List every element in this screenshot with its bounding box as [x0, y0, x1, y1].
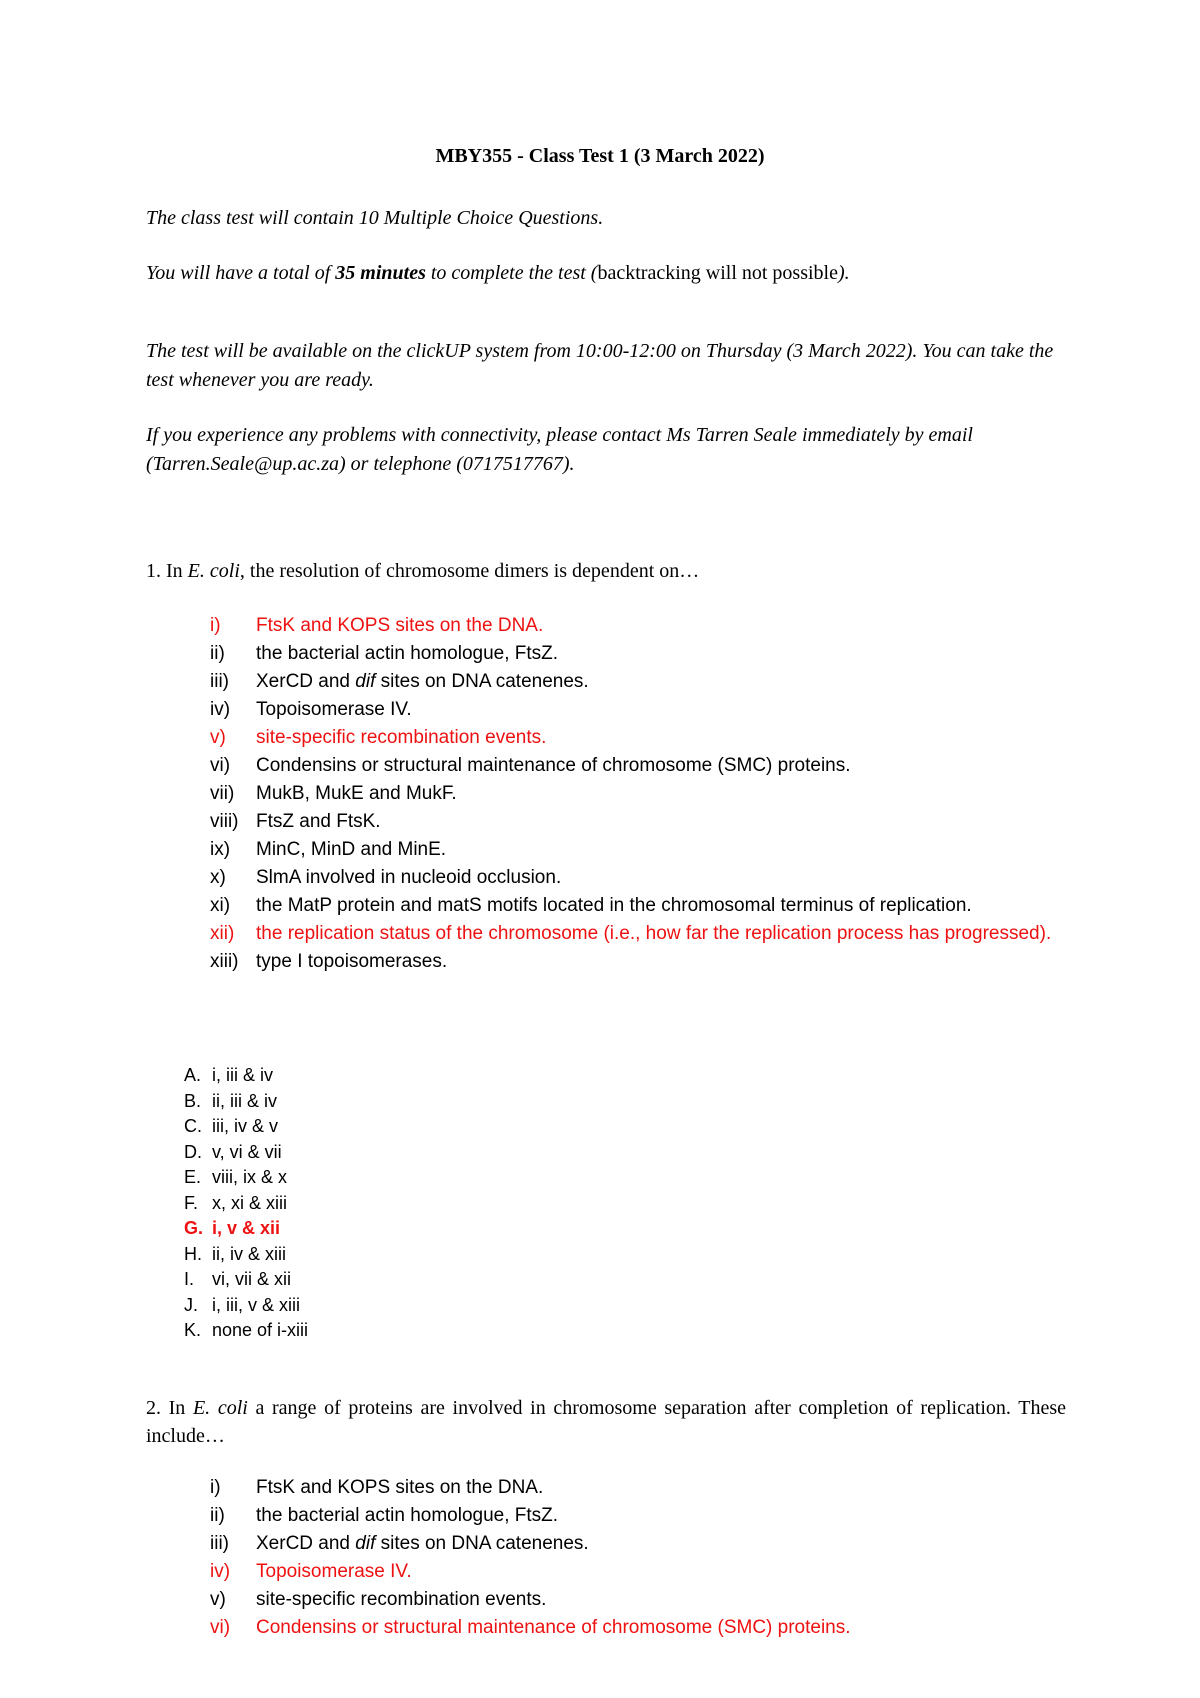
- option-text: MukB, MukE and MukF.: [256, 783, 457, 804]
- option-number: iii): [210, 1533, 229, 1554]
- page-title: MBY355 - Class Test 1 (3 March 2022): [435, 145, 765, 167]
- answer-text: x, xi & xiii: [212, 1192, 288, 1213]
- option-text: Topoisomerase IV.: [256, 1561, 412, 1582]
- answer-letter: B.: [184, 1090, 202, 1111]
- option-text: the bacterial actin homologue, FtsZ.: [256, 643, 559, 664]
- q2-option-iii: [210, 1530, 1060, 1558]
- option-number: vi): [210, 755, 231, 776]
- option-number: ii): [210, 1505, 225, 1526]
- q1-option-vii: [210, 780, 1060, 808]
- option-text: MinC, MinD and MinE.: [256, 839, 447, 860]
- q2-option-v: [210, 1586, 1060, 1614]
- option-text: the replication status of the chromosome (i.e., how far the replication process has progressed).: [256, 923, 1052, 944]
- question-1-options: [210, 612, 1060, 976]
- q1-option-viii: [210, 808, 1060, 836]
- option-text: FtsK and KOPS sites on the DNA.: [256, 615, 544, 636]
- q1-answer-i: [184, 1267, 684, 1293]
- q1-stem-pre: 1. In: [146, 560, 188, 582]
- q1-option-x: [210, 864, 1060, 892]
- option-text-pre: XerCD and: [256, 671, 356, 692]
- option-number: iii): [210, 671, 229, 692]
- answer-letter: I.: [184, 1269, 195, 1289]
- q1-option-xii: [210, 920, 1060, 948]
- answer-letter: H.: [184, 1243, 202, 1264]
- intro-time-end: ).: [838, 262, 850, 284]
- q1-answer-e: [184, 1165, 684, 1191]
- q1-answer-k: [184, 1318, 684, 1344]
- q1-option-xi: [210, 892, 1060, 920]
- intro-time-limit: [146, 259, 1066, 288]
- answer-text: v, vi & vii: [212, 1141, 282, 1162]
- question-1-stem: [146, 557, 1066, 585]
- answer-letter: J.: [184, 1294, 199, 1315]
- q1-option-ii: [210, 640, 1060, 668]
- option-text: SlmA involved in nucleoid occlusion.: [256, 867, 562, 888]
- q2-option-vi: [210, 1614, 1060, 1642]
- q2-option-i: [210, 1474, 1060, 1502]
- intro-time-pre: You will have a total of: [146, 262, 336, 284]
- option-text: Topoisomerase IV.: [256, 699, 412, 720]
- answer-text: ii, iv & xiii: [212, 1243, 287, 1264]
- q1-answer-d: [184, 1140, 684, 1166]
- answer-text: i, iii & iv: [212, 1065, 274, 1085]
- intro-time-bold: 35 minutes: [335, 262, 426, 284]
- option-number: xi): [210, 895, 231, 916]
- answer-text: viii, ix & x: [212, 1167, 288, 1187]
- q1-option-v: [210, 724, 1060, 752]
- answer-letter: C.: [184, 1116, 202, 1136]
- intro-availability: The test will be available on the clickUP system from 10:00-12:00 on Thursday (3 March 2022). You can take the test whenever you are ready.: [146, 340, 1054, 391]
- option-text: the bacterial actin homologue, FtsZ.: [256, 1505, 559, 1526]
- q2-stem-pre: 2. In: [146, 1397, 193, 1419]
- option-text: site-specific recombination events.: [256, 727, 547, 748]
- option-number: i): [210, 1477, 221, 1498]
- q1-answer-b: [184, 1089, 684, 1115]
- option-text: FtsZ and FtsK.: [256, 811, 381, 832]
- answer-text: iii, iv & v: [212, 1116, 279, 1136]
- q1-answer-a: [184, 1063, 684, 1089]
- option-number: v): [210, 727, 226, 748]
- q1-option-xiii: [210, 948, 1060, 976]
- option-text: site-specific recombination events.: [256, 1589, 547, 1610]
- option-text-italic: dif: [355, 1533, 376, 1554]
- option-number: v): [210, 1589, 226, 1610]
- q1-option-i: [210, 612, 1060, 640]
- question-2-stem: [146, 1394, 1066, 1450]
- option-number: x): [210, 867, 226, 888]
- q2-stem-post: a range of proteins are involved in chromosome separation after completion of replication. These include…: [146, 1397, 1066, 1447]
- option-text-pre: XerCD and: [256, 1533, 356, 1554]
- q1-answer-h: [184, 1242, 684, 1268]
- intro-time-mid: to complete the test (: [425, 262, 598, 284]
- q1-option-iv: [210, 696, 1060, 724]
- q1-answer-c: [184, 1114, 684, 1140]
- option-text: the MatP protein and matS motifs located in the chromosomal terminus of replication.: [256, 895, 972, 916]
- q1-option-iii: [210, 668, 1060, 696]
- answer-letter: D.: [184, 1141, 202, 1162]
- option-number: xiii): [210, 951, 239, 972]
- answer-text: i, v & xii: [212, 1218, 281, 1238]
- option-text: FtsK and KOPS sites on the DNA.: [256, 1477, 544, 1498]
- q1-option-ix: [210, 836, 1060, 864]
- intro-backtracking: backtracking will not possible: [597, 262, 838, 284]
- intro-contact: If you experience any problems with connectivity, please contact Ms Tarren Seale immediately by email (Tarren.Seale@up.ac.za) or telephone (0717517767).: [146, 424, 973, 475]
- option-number: xii): [210, 923, 235, 944]
- q1-answer-g: [184, 1216, 684, 1242]
- answer-letter: G.: [184, 1218, 204, 1238]
- q2-option-ii: [210, 1502, 1060, 1530]
- option-number: ii): [210, 643, 225, 664]
- question-1-answers: [184, 1063, 684, 1344]
- intro-question-count: The class test will contain 10 Multiple Choice Questions.: [146, 207, 604, 229]
- option-number: iv): [210, 1561, 231, 1582]
- option-number: i): [210, 615, 221, 636]
- option-number: ix): [210, 839, 231, 860]
- q1-answer-f: [184, 1191, 684, 1217]
- option-number: vi): [210, 1617, 231, 1638]
- q1-answer-j: [184, 1293, 684, 1319]
- option-text: Condensins or structural maintenance of chromosome (SMC) proteins.: [256, 1617, 851, 1638]
- option-text-post: sites on DNA catenenes.: [375, 671, 589, 692]
- answer-letter: F.: [184, 1192, 199, 1213]
- option-text-italic: dif: [355, 671, 376, 692]
- q2-option-iv: [210, 1558, 1060, 1586]
- answer-text: i, iii, v & xiii: [212, 1294, 301, 1315]
- answer-letter: K.: [184, 1320, 202, 1340]
- option-text: Condensins or structural maintenance of chromosome (SMC) proteins.: [256, 755, 851, 776]
- option-number: viii): [210, 811, 239, 832]
- answer-text: vi, vii & xii: [212, 1269, 292, 1289]
- answer-text: none of i-xiii: [212, 1320, 309, 1340]
- q1-stem-post: , the resolution of chromosome dimers is dependent on…: [239, 560, 700, 582]
- question-2-options: [210, 1474, 1060, 1642]
- option-number: vii): [210, 783, 235, 804]
- answer-letter: E.: [184, 1167, 202, 1187]
- option-text: type I topoisomerases.: [256, 951, 448, 972]
- answer-letter: A.: [184, 1065, 202, 1085]
- option-text-post: sites on DNA catenenes.: [375, 1533, 589, 1554]
- q1-option-vi: [210, 752, 1060, 780]
- q1-stem-italic: E. coli: [187, 560, 240, 582]
- q2-stem-italic: E. coli: [192, 1397, 248, 1419]
- option-number: iv): [210, 699, 231, 720]
- answer-text: ii, iii & iv: [212, 1090, 278, 1111]
